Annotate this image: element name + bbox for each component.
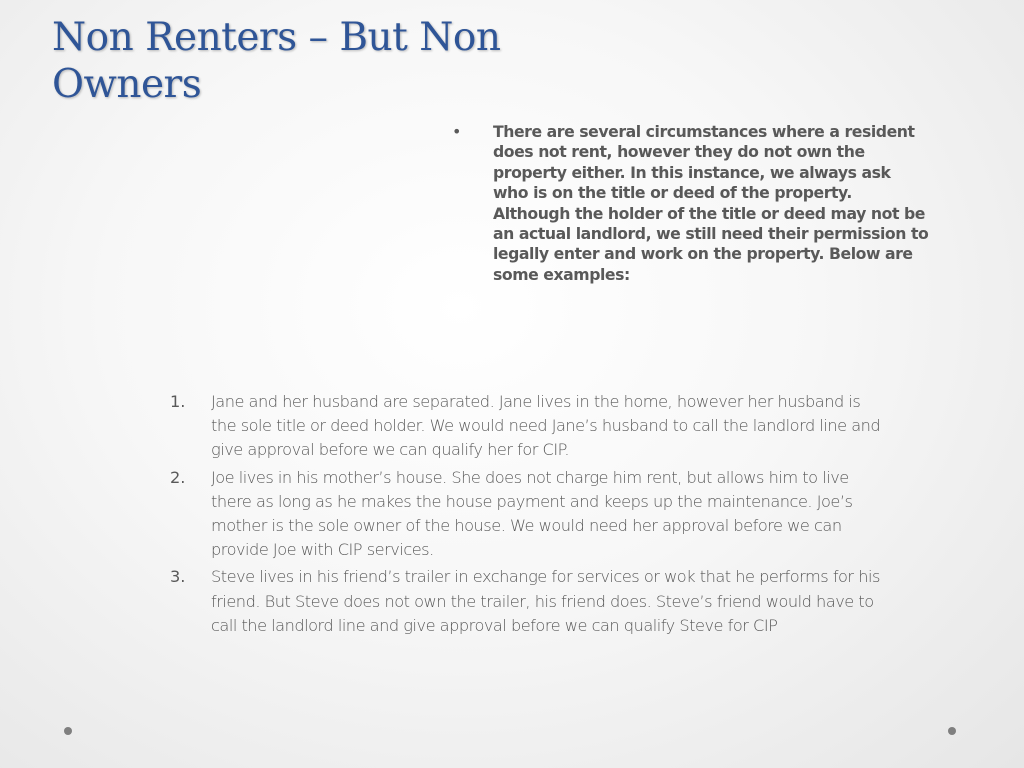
example-text: Steve lives in his friend’s trailer in exchange for services or wok that he performs for his friend. But Steve does not own the trailer, his friend does. Steve’s friend would have to call the landlord line and give approval before we can qualify Steve for CIP [211, 567, 880, 635]
example-number: 3. [170, 567, 186, 587]
example-text: Joe lives in his mother’s house. She does not charge him rent, but allows him to live there as long as he makes the house payment and keeps up the maintenance. Joe’s mother is the sole owner of the house. We would need her approval before we can provide Joe with CIP services. [211, 467, 853, 560]
example-item-1 [170, 390, 890, 463]
decorative-dot-icon [948, 727, 956, 735]
intro-bullet [450, 122, 930, 285]
examples-list [170, 390, 890, 641]
bullet-marker: • [452, 122, 462, 141]
example-item-2 [170, 466, 890, 563]
example-item-3 [170, 565, 890, 638]
example-text: Jane and her husband are separated. Jane lives in the home, however her husband is the sole title or deed holder. We would need Jane’s husband to call the landlord line and give approval before we can qualify her for CIP. [211, 392, 881, 460]
example-number: 2. [170, 467, 186, 487]
intro-bullet-text: There are several circumstances where a resident does not rent, however they do not own the property either. In this instance, we always ask who is on the title or deed of the property. Although the holder of the title or deed may not be an actual landlord, we still need their permission to legally enter and work on the property. Below are some examples: [493, 122, 929, 284]
decorative-dot-icon [64, 727, 72, 735]
slide-title: Non Renters – But Non Owners [52, 15, 501, 107]
example-number: 1. [170, 392, 186, 411]
